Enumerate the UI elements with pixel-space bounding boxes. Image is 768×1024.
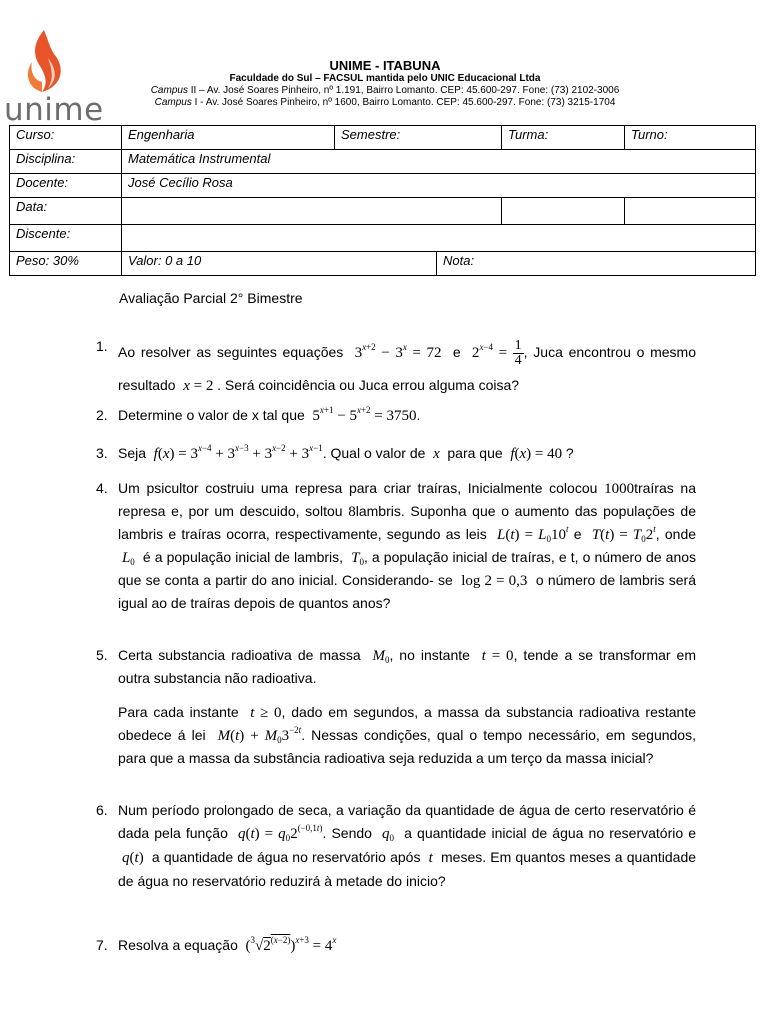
unime-logo-text: unime — [4, 92, 104, 128]
curso-value: Engenharia — [122, 126, 335, 150]
valor-label: Valor: 0 a 10 — [122, 252, 437, 276]
school-subtitle: Faculdade do Sul – FACSUL mantida pelo UNIC Educacional Ltda — [229, 73, 541, 84]
question-2: 2. Determine o valor de x tal que $5^{x+1} - 5^{x+2} = 3750$. — [96, 405, 421, 424]
evaluation-title: Avaliação Parcial 2° Bimestre — [119, 290, 303, 306]
question-5: 5. Certa substancia radioativa de massa $M_0$, no instante t = 0, tende a se transformar em outra substancia não radioativa. Para cada instante t ≥ 0, dado em segundos, a massa da substancia radioativa restante obedece á lei $M(t) + M_03^{-2t}$. Nessas condições, qual o tempo necessário, em segundos, para que a massa da substância radioativa seja reduzida a um terço da massa inicial? — [96, 647, 696, 766]
question-4: 4. Um psicultor costruiu uma represa para criar traíras, Inicialmente colocou 1000traíras na represa e, por um descuido, soltou 8lambris. Suponha que o aumento das populações de lambris e traíras ocorra, respectivamente, segundo as leis $L(t) = L_010^t$ e $T(t) = T_02^t$, onde $L_0$ é a população inicial de lambris, $T_0$, a população inicial de traíras, e t, o número de anos que se conta a partir do ano inicial. Considerando- se log 2 = 0,3 o número de lambris será igual ao de traíras depois de quantos anos? — [96, 480, 697, 611]
campus-2-address: Campus II – Av. José Soares Pinheiro, nº 1.191, Bairro Lomanto. CEP: 45.600-297. Fone: (73) 2102-3006 — [150, 85, 620, 96]
curso-label: Curso: — [10, 126, 122, 150]
campus-1-address: Campus I - Av. José Soares Pinheiro, nº 1600, Bairro Lomanto. CEP: 45.600-297. Fone: (73) 3215-1704 — [154, 97, 616, 108]
question-3: 3. Seja $f(x) = 3^{x-4} + 3^{x-3} + 3^{x-2} + 3^{x-1}$. Qual o valor de x para que f(x) = 40 ? — [96, 443, 574, 462]
docente-value: José Cecílio Rosa — [122, 174, 756, 198]
student-info-table — [9, 125, 756, 276]
discente-field[interactable] — [122, 225, 756, 252]
disciplina-label: Disciplina: — [10, 150, 122, 174]
semestre-label: Semestre: — [335, 126, 502, 150]
data-label: Data: — [10, 198, 122, 225]
docente-label: Docente: — [10, 174, 122, 198]
data-turno-field[interactable] — [625, 198, 756, 225]
question-6: 6. Num período prolongado de seca, a variação da quantidade de água de certo reservatório é dada pela função $q(t) = q_02^{(-0,1t)}$. Sendo $q_0$ a quantidade inicial de água no reservatório e q(t) a quantidade de água no reservatório após t meses. Em quantos meses a quantidade de água no reservatório reduzirá à metade do inicio? — [96, 802, 697, 889]
peso-label: Peso: 30% — [10, 252, 122, 276]
question-7: 7. Resolva a equação $(^3√2^{(x-2)})^{x+3} = 4^x$ — [96, 935, 337, 954]
question-number: 1. — [96, 338, 108, 354]
school-title: UNIME - ITABUNA — [329, 58, 441, 73]
discente-label: Discente: — [10, 225, 122, 252]
data-field[interactable] — [122, 198, 502, 225]
data-turma-field[interactable] — [502, 198, 625, 225]
disciplina-value: Matemática Instrumental — [122, 150, 756, 174]
turno-label: Turno: — [625, 126, 756, 150]
nota-label: Nota: — [437, 252, 756, 276]
question-1: 1. Ao resolver as seguintes equações $3^{x+2} - 3^x = 72$ e $2^{x-4}$ = $\frac{1}{4}$ , Juca encontrou o mesmo resultado x = 2 . Será coincidência ou Juca errou alguma coisa? — [96, 337, 697, 394]
turma-label: Turma: — [502, 126, 625, 150]
